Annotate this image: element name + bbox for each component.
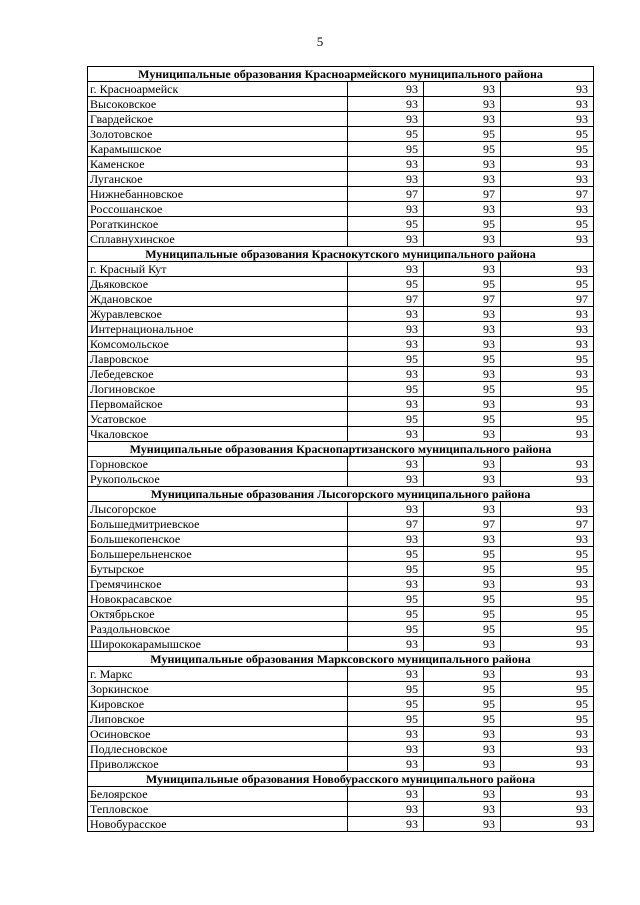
municipality-name-cell: Журавлевское: [88, 307, 348, 322]
value-cell: 93: [424, 457, 501, 472]
value-cell: 93: [501, 577, 594, 592]
table-row: [88, 82, 594, 97]
value-cell: 93: [424, 157, 501, 172]
value-cell: 93: [501, 262, 594, 277]
table-row: [88, 322, 594, 337]
value-cell: 93: [501, 97, 594, 112]
value-cell: 93: [501, 502, 594, 517]
table-row: [88, 412, 594, 427]
municipality-name-cell: Большедмитриевское: [88, 517, 348, 532]
value-cell: 95: [348, 547, 424, 562]
table-row: [88, 637, 594, 652]
table-row: [88, 427, 594, 442]
municipality-name-cell: Липовское: [88, 712, 348, 727]
value-cell: 93: [348, 742, 424, 757]
value-cell: 93: [501, 427, 594, 442]
value-cell: 95: [348, 712, 424, 727]
municipality-name-cell: Дьяковское: [88, 277, 348, 292]
municipality-name-cell: г. Красный Кут: [88, 262, 348, 277]
value-cell: 93: [501, 532, 594, 547]
value-cell: 93: [424, 322, 501, 337]
value-cell: 95: [348, 622, 424, 637]
value-cell: 93: [348, 787, 424, 802]
table-row: [88, 592, 594, 607]
value-cell: 95: [424, 382, 501, 397]
value-cell: 93: [424, 532, 501, 547]
value-cell: 95: [348, 697, 424, 712]
table-row: [88, 307, 594, 322]
value-cell: 93: [348, 577, 424, 592]
value-cell: 93: [501, 757, 594, 772]
municipality-name-cell: Нижнебанновское: [88, 187, 348, 202]
table-row: [88, 232, 594, 247]
municipality-name-cell: г. Маркс: [88, 667, 348, 682]
table-row: [88, 112, 594, 127]
data-table-container: [87, 66, 593, 832]
municipality-name-cell: Интернациональное: [88, 322, 348, 337]
table-row: [88, 607, 594, 622]
value-cell: 95: [348, 217, 424, 232]
value-cell: 93: [348, 322, 424, 337]
value-cell: 93: [348, 472, 424, 487]
value-cell: 93: [501, 472, 594, 487]
value-cell: 97: [424, 292, 501, 307]
municipality-name-cell: Новокрасавское: [88, 592, 348, 607]
table-row: [88, 457, 594, 472]
value-cell: 93: [348, 817, 424, 832]
page-number: 5: [316, 34, 324, 49]
value-cell: 95: [348, 277, 424, 292]
municipality-name-cell: Ширококарамышское: [88, 637, 348, 652]
value-cell: 93: [348, 112, 424, 127]
municipality-name-cell: Первомайское: [88, 397, 348, 412]
value-cell: 95: [348, 142, 424, 157]
value-cell: 93: [424, 337, 501, 352]
municipality-name-cell: Белоярское: [88, 787, 348, 802]
value-cell: 93: [424, 787, 501, 802]
value-cell: 93: [348, 532, 424, 547]
value-cell: 93: [424, 427, 501, 442]
data-table: [87, 66, 594, 832]
value-cell: 93: [501, 637, 594, 652]
value-cell: 93: [424, 367, 501, 382]
section-title: Муниципальные образования Краснокутского муниципального района: [88, 247, 594, 262]
value-cell: 97: [424, 517, 501, 532]
value-cell: 95: [424, 622, 501, 637]
value-cell: 93: [348, 97, 424, 112]
municipality-name-cell: Ждановское: [88, 292, 348, 307]
table-row: [88, 562, 594, 577]
value-cell: 93: [501, 727, 594, 742]
value-cell: 97: [348, 292, 424, 307]
value-cell: 93: [424, 307, 501, 322]
value-cell: 93: [348, 202, 424, 217]
table-row: [88, 277, 594, 292]
section-header-row: [88, 652, 594, 667]
value-cell: 95: [501, 562, 594, 577]
value-cell: 93: [424, 802, 501, 817]
value-cell: 95: [501, 592, 594, 607]
municipality-name-cell: Лавровское: [88, 352, 348, 367]
value-cell: 97: [348, 517, 424, 532]
table-row: [88, 802, 594, 817]
municipality-name-cell: Рукопольское: [88, 472, 348, 487]
value-cell: 95: [501, 127, 594, 142]
value-cell: 95: [501, 277, 594, 292]
value-cell: 95: [424, 142, 501, 157]
value-cell: 93: [424, 742, 501, 757]
section-title: Муниципальные образования Краснопартизанского муниципального района: [88, 442, 594, 457]
value-cell: 93: [424, 112, 501, 127]
value-cell: 93: [348, 172, 424, 187]
value-cell: 93: [501, 457, 594, 472]
value-cell: 95: [424, 682, 501, 697]
table-row: [88, 157, 594, 172]
value-cell: 93: [348, 307, 424, 322]
table-row: [88, 127, 594, 142]
municipality-name-cell: Комсомольское: [88, 337, 348, 352]
value-cell: 93: [501, 157, 594, 172]
section-header-row: [88, 67, 594, 82]
municipality-name-cell: Тепловское: [88, 802, 348, 817]
section-header-row: [88, 487, 594, 502]
value-cell: 93: [348, 82, 424, 97]
value-cell: 95: [501, 547, 594, 562]
value-cell: 95: [501, 382, 594, 397]
value-cell: 95: [424, 712, 501, 727]
value-cell: 97: [424, 187, 501, 202]
municipality-name-cell: Октябрьское: [88, 607, 348, 622]
table-row: [88, 532, 594, 547]
table-row: [88, 187, 594, 202]
municipality-name-cell: Сплавнухинское: [88, 232, 348, 247]
table-row: [88, 727, 594, 742]
value-cell: 93: [348, 397, 424, 412]
value-cell: 95: [424, 547, 501, 562]
value-cell: 95: [424, 217, 501, 232]
section-title: Муниципальные образования Красноармейского муниципального района: [88, 67, 594, 82]
value-cell: 93: [501, 367, 594, 382]
value-cell: 93: [348, 157, 424, 172]
value-cell: 93: [424, 667, 501, 682]
table-row: [88, 397, 594, 412]
municipality-name-cell: Бутырское: [88, 562, 348, 577]
value-cell: 95: [501, 622, 594, 637]
value-cell: 95: [424, 352, 501, 367]
table-row: [88, 292, 594, 307]
value-cell: 97: [501, 187, 594, 202]
value-cell: 93: [424, 232, 501, 247]
value-cell: 93: [501, 202, 594, 217]
table-row: [88, 97, 594, 112]
table-row: [88, 142, 594, 157]
municipality-name-cell: Высоковское: [88, 97, 348, 112]
value-cell: 93: [424, 82, 501, 97]
value-cell: 93: [348, 757, 424, 772]
section-title: Муниципальные образования Лысогорского муниципального района: [88, 487, 594, 502]
value-cell: 93: [424, 202, 501, 217]
value-cell: 97: [501, 292, 594, 307]
value-cell: 95: [424, 277, 501, 292]
table-row: [88, 352, 594, 367]
value-cell: 93: [348, 802, 424, 817]
section-title: Муниципальные образования Марксовского муниципального района: [88, 652, 594, 667]
municipality-name-cell: Горновское: [88, 457, 348, 472]
value-cell: 95: [348, 592, 424, 607]
table-row: [88, 577, 594, 592]
value-cell: 93: [424, 757, 501, 772]
value-cell: 93: [424, 397, 501, 412]
table-body: [88, 67, 594, 832]
municipality-name-cell: Большерельненское: [88, 547, 348, 562]
table-row: [88, 712, 594, 727]
municipality-name-cell: Зоркинское: [88, 682, 348, 697]
value-cell: 95: [424, 697, 501, 712]
municipality-name-cell: Карамышское: [88, 142, 348, 157]
value-cell: 95: [348, 127, 424, 142]
municipality-name-cell: Лысогорское: [88, 502, 348, 517]
value-cell: 93: [348, 502, 424, 517]
table-row: [88, 697, 594, 712]
value-cell: 95: [424, 592, 501, 607]
municipality-name-cell: Приволжское: [88, 757, 348, 772]
value-cell: 93: [348, 262, 424, 277]
municipality-name-cell: Раздольновское: [88, 622, 348, 637]
value-cell: 93: [501, 397, 594, 412]
value-cell: 95: [424, 562, 501, 577]
value-cell: 93: [424, 172, 501, 187]
value-cell: 93: [424, 472, 501, 487]
value-cell: 93: [501, 112, 594, 127]
value-cell: 93: [501, 307, 594, 322]
value-cell: 95: [501, 712, 594, 727]
municipality-name-cell: Луганское: [88, 172, 348, 187]
value-cell: 95: [348, 682, 424, 697]
section-header-row: [88, 442, 594, 457]
table-row: [88, 472, 594, 487]
value-cell: 93: [424, 97, 501, 112]
table-row: [88, 517, 594, 532]
section-header-row: [88, 247, 594, 262]
table-row: [88, 817, 594, 832]
section-header-row: [88, 772, 594, 787]
value-cell: 95: [424, 127, 501, 142]
value-cell: 97: [501, 517, 594, 532]
value-cell: 95: [348, 607, 424, 622]
value-cell: 93: [501, 337, 594, 352]
value-cell: 93: [348, 232, 424, 247]
table-row: [88, 367, 594, 382]
municipality-name-cell: Усатовское: [88, 412, 348, 427]
table-row: [88, 622, 594, 637]
table-row: [88, 787, 594, 802]
value-cell: 93: [501, 172, 594, 187]
table-row: [88, 502, 594, 517]
table-row: [88, 172, 594, 187]
table-row: [88, 547, 594, 562]
value-cell: 95: [501, 697, 594, 712]
value-cell: 95: [501, 217, 594, 232]
value-cell: 93: [501, 802, 594, 817]
value-cell: 95: [348, 352, 424, 367]
value-cell: 95: [501, 352, 594, 367]
value-cell: 95: [501, 412, 594, 427]
municipality-name-cell: Гвардейское: [88, 112, 348, 127]
value-cell: 93: [501, 232, 594, 247]
value-cell: 93: [348, 367, 424, 382]
value-cell: 93: [501, 82, 594, 97]
table-row: [88, 742, 594, 757]
value-cell: 93: [424, 262, 501, 277]
value-cell: 93: [348, 427, 424, 442]
value-cell: 95: [348, 382, 424, 397]
value-cell: 93: [348, 667, 424, 682]
municipality-name-cell: Золотовское: [88, 127, 348, 142]
value-cell: 93: [348, 457, 424, 472]
value-cell: 93: [501, 817, 594, 832]
value-cell: 95: [348, 412, 424, 427]
table-row: [88, 217, 594, 232]
value-cell: 95: [348, 562, 424, 577]
municipality-name-cell: Большекопенское: [88, 532, 348, 547]
municipality-name-cell: Каменское: [88, 157, 348, 172]
value-cell: 95: [501, 142, 594, 157]
value-cell: 93: [424, 727, 501, 742]
municipality-name-cell: Кировское: [88, 697, 348, 712]
value-cell: 95: [501, 682, 594, 697]
value-cell: 93: [348, 637, 424, 652]
section-title: Муниципальные образования Новобурасского муниципального района: [88, 772, 594, 787]
value-cell: 93: [348, 727, 424, 742]
value-cell: 97: [348, 187, 424, 202]
table-row: [88, 337, 594, 352]
municipality-name-cell: Логиновское: [88, 382, 348, 397]
value-cell: 93: [501, 322, 594, 337]
table-row: [88, 202, 594, 217]
value-cell: 93: [501, 742, 594, 757]
table-row: [88, 667, 594, 682]
municipality-name-cell: г. Красноармейск: [88, 82, 348, 97]
value-cell: 95: [424, 412, 501, 427]
municipality-name-cell: Рогаткинское: [88, 217, 348, 232]
table-row: [88, 682, 594, 697]
value-cell: 93: [424, 817, 501, 832]
municipality-name-cell: Лебедевское: [88, 367, 348, 382]
municipality-name-cell: Гремячинское: [88, 577, 348, 592]
municipality-name-cell: Осиновское: [88, 727, 348, 742]
municipality-name-cell: Россошанское: [88, 202, 348, 217]
value-cell: 95: [501, 607, 594, 622]
table-row: [88, 382, 594, 397]
value-cell: 93: [348, 337, 424, 352]
table-row: [88, 757, 594, 772]
municipality-name-cell: Новобурасское: [88, 817, 348, 832]
municipality-name-cell: Подлесновское: [88, 742, 348, 757]
value-cell: 93: [424, 577, 501, 592]
value-cell: 93: [424, 502, 501, 517]
value-cell: 93: [501, 787, 594, 802]
table-row: [88, 262, 594, 277]
value-cell: 93: [501, 667, 594, 682]
value-cell: 95: [424, 607, 501, 622]
municipality-name-cell: Чкаловское: [88, 427, 348, 442]
value-cell: 93: [424, 637, 501, 652]
